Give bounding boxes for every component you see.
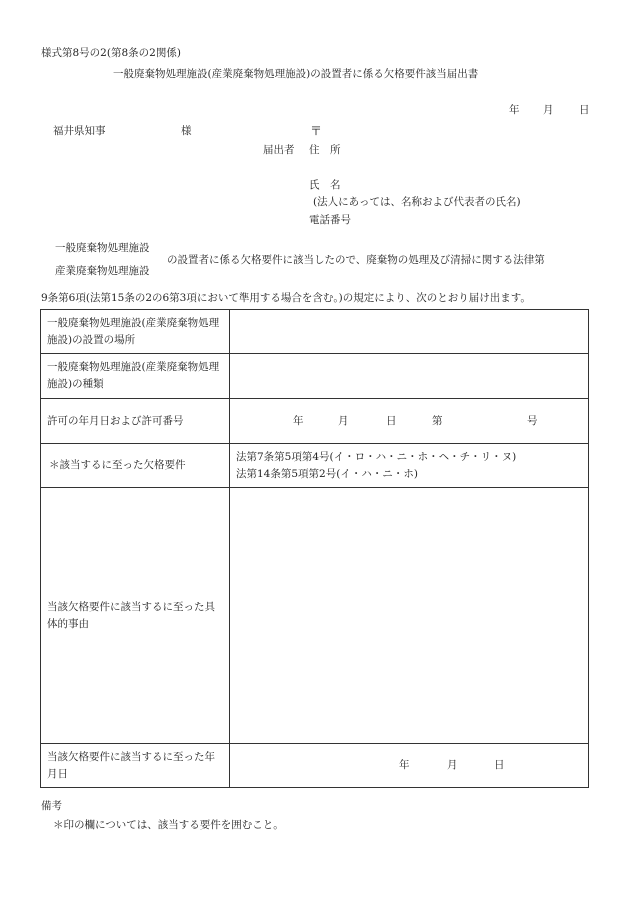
address-label: 住 所	[309, 144, 341, 156]
permit-month: 月	[338, 414, 349, 427]
table-row	[41, 444, 589, 488]
date-day: 日	[579, 104, 590, 116]
permit-day: 日	[386, 414, 397, 427]
permit-year: 年	[293, 414, 304, 427]
occurrence-year: 年	[399, 759, 410, 771]
phone-label: 電話番号	[309, 214, 351, 226]
location-field[interactable]	[230, 310, 589, 354]
disqualification-label-text: ＊該当するに至った欠格要件	[49, 459, 186, 471]
table-row	[41, 488, 589, 744]
date-year: 年	[509, 104, 520, 116]
form-title: 一般廃棄物処理施設(産業廃棄物処理施設)の設置者に係る欠格要件該当届出書	[113, 68, 479, 80]
disqualification-label	[41, 444, 230, 488]
occurrence-month: 月	[447, 759, 458, 771]
body-text-line-2: 9条第6項(法第15条の2の6第3項において準用する場合を含む。)の規定により、次のとおり届け出ます。	[41, 292, 531, 304]
addressee: 福井県知事	[53, 125, 106, 137]
permit-label: 許可の年月日および許可番号	[41, 399, 230, 444]
occurrence-day: 日	[494, 759, 505, 771]
notifier-label: 届出者	[263, 144, 295, 156]
reason-label: 当該欠格要件に該当するに至った具体的事由	[41, 488, 230, 744]
body-text-line-1: の設置者に係る欠格要件に該当したので、廃棄物の処理及び清掃に関する法律第	[167, 254, 545, 266]
name-label: 氏 名	[309, 179, 341, 191]
permit-field[interactable]	[230, 399, 589, 444]
postal-mark: 〒	[310, 124, 323, 138]
table-row	[41, 399, 589, 444]
table-row	[41, 310, 589, 354]
remarks-title: 備考	[41, 800, 62, 812]
corporation-note: (法人にあっては、名称および代表者の氏名)	[313, 196, 521, 208]
notification-table	[40, 309, 589, 788]
honorific: 様	[181, 125, 192, 137]
facility-type-label: 一般廃棄物処理施設(産業廃棄物処理施設)の種類	[41, 354, 230, 399]
facility-option-industrial: 産業廃棄物処理施設	[55, 265, 150, 277]
disqualification-option-2: 法第14条第5項第2号(イ・ハ・ニ・ホ)	[236, 467, 418, 480]
disqualification-option-1: 法第7条第5項第4号(イ・ロ・ハ・ニ・ホ・ヘ・チ・リ・ヌ)	[236, 450, 517, 463]
occurrence-date-label: 当該欠格要件に該当するに至った年月日	[41, 744, 230, 788]
location-label: 一般廃棄物処理施設(産業廃棄物処理施設)の設置の場所	[41, 310, 230, 354]
reason-field[interactable]	[230, 488, 589, 744]
disqualification-field[interactable]	[230, 444, 589, 488]
permit-number-prefix: 第	[432, 414, 443, 427]
facility-option-general: 一般廃棄物処理施設	[55, 242, 150, 254]
table-row	[41, 354, 589, 399]
remarks-note: ＊印の欄については、該当する要件を囲むこと。	[53, 819, 284, 831]
table-row	[41, 744, 589, 788]
occurrence-date-field[interactable]	[230, 744, 589, 788]
date-month: 月	[543, 104, 554, 116]
permit-number-suffix: 号	[527, 414, 538, 427]
facility-type-field[interactable]	[230, 354, 589, 399]
style-number: 様式第8号の2(第8条の2関係)	[41, 47, 181, 59]
